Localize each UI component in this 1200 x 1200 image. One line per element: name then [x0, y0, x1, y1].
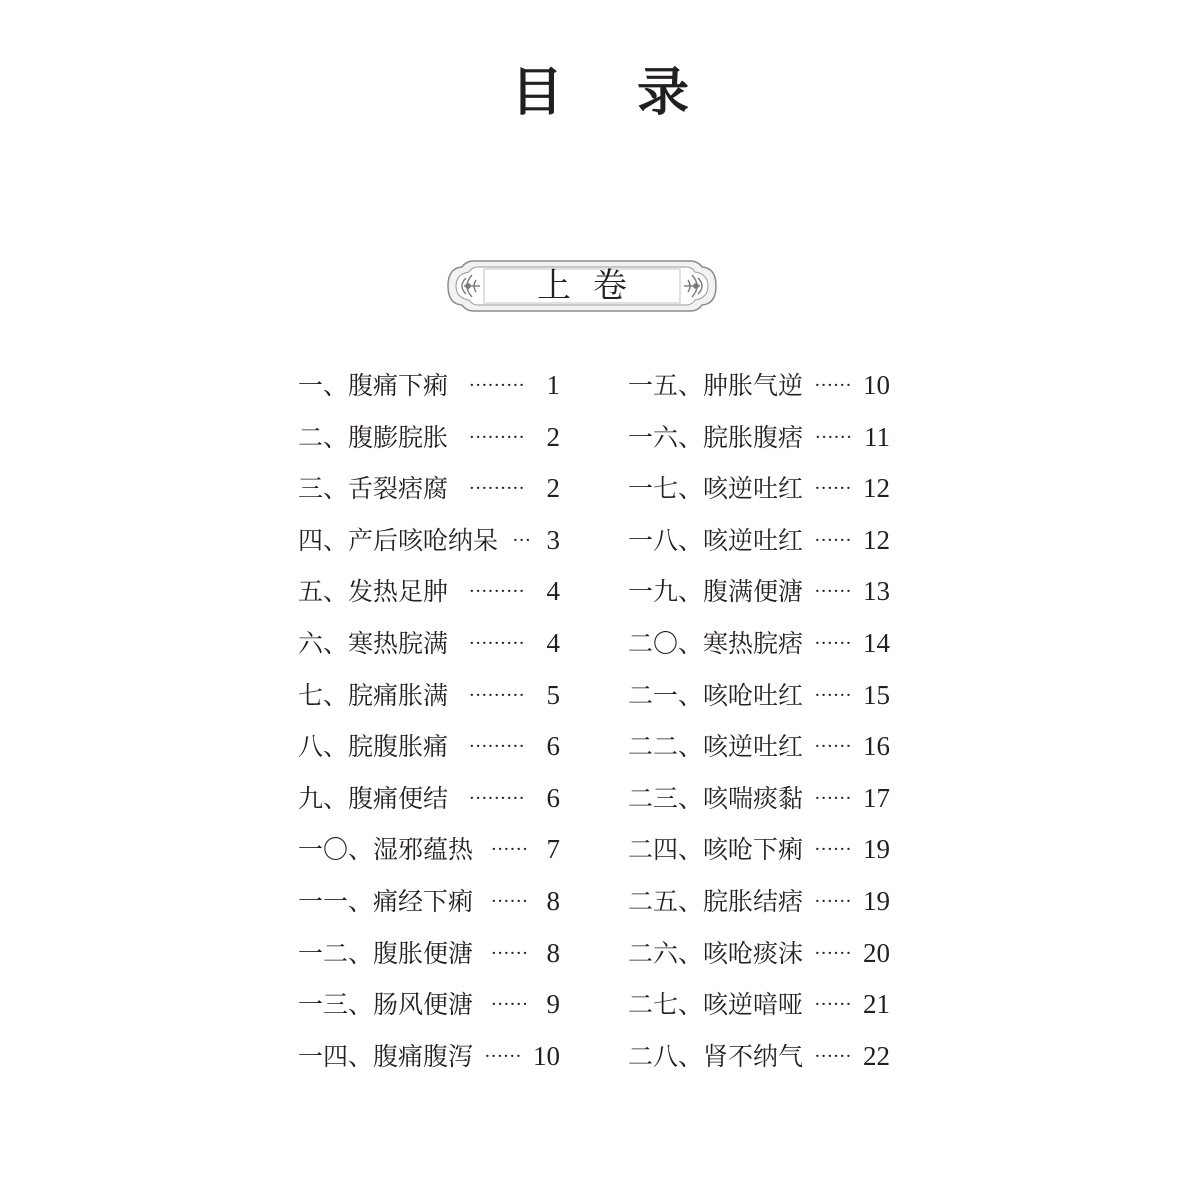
- toc-entry-page-number: 19: [863, 834, 890, 865]
- toc-entry-title: 一一、痛经下痢: [298, 886, 474, 916]
- toc-entry-title: 七、脘痛胀满: [298, 680, 449, 710]
- toc-entry: [298, 618, 560, 670]
- toc-entry-leader: ······: [814, 684, 852, 706]
- toc-entry-page-number: 8: [546, 937, 560, 968]
- toc-entry-leader: ······: [491, 839, 529, 861]
- toc-entry-leader: ······: [491, 890, 529, 912]
- toc-entry-leader: ·········: [469, 632, 525, 654]
- toc-entry: [628, 928, 890, 980]
- toc-entry: [298, 721, 560, 773]
- toc-entry-page-number: 4: [546, 627, 560, 658]
- toc-entry-title: 二七、咳逆喑哑: [628, 990, 804, 1020]
- toc-entry: [628, 824, 890, 876]
- toc-entry-leader: ······: [814, 994, 852, 1016]
- toc-entry: [298, 360, 560, 412]
- toc-entry-title: 二二、咳逆吐红: [628, 732, 804, 762]
- toc-entry-title: 四、产后咳呛纳呆: [298, 525, 499, 555]
- toc-entry-leader: ·········: [469, 684, 525, 706]
- toc-entry-page-number: 10: [863, 370, 890, 400]
- toc-entry-title: 三、舌裂痞腐: [298, 474, 449, 504]
- toc-entry-page-number: 22: [863, 1040, 890, 1071]
- toc-entry: [628, 721, 890, 773]
- toc-entry-title: 一七、咳逆吐红: [628, 474, 804, 504]
- page-title: 目 录: [510, 63, 718, 123]
- toc-entry: [628, 670, 890, 722]
- toc-entry-leader: ······: [814, 839, 852, 861]
- toc-entry-page-number: 2: [546, 421, 560, 452]
- toc-entry-leader: ······: [814, 736, 852, 758]
- toc-entry-page-number: 15: [863, 679, 890, 710]
- toc-entry: [298, 463, 560, 515]
- toc-entry-leader: ······: [814, 478, 852, 500]
- toc-entry: [628, 618, 890, 670]
- volume-banner: [444, 258, 720, 314]
- toc-entry-page-number: 3: [546, 524, 560, 555]
- toc-entry: [628, 412, 890, 464]
- toc-entry-page-number: 17: [863, 782, 890, 813]
- toc-entry: [628, 1031, 890, 1083]
- toc-entry-page-number: 4: [546, 576, 560, 607]
- toc-entry-leader: ·········: [469, 736, 525, 758]
- toc-entry: [298, 773, 560, 825]
- toc-entry-title: 二四、咳呛下痢: [628, 835, 804, 865]
- toc-entry-leader: ······: [484, 1045, 522, 1067]
- toc-entry-leader: ······: [491, 942, 529, 964]
- toc-entry-page-number: 21: [863, 989, 890, 1020]
- toc-entry: [298, 566, 560, 618]
- toc-entry-title: 一〇、湿邪蕴热: [298, 835, 474, 865]
- toc-entry-leader: ·········: [469, 478, 525, 500]
- toc-entry-title: 一八、咳逆吐红: [628, 525, 804, 555]
- toc-entry-title: 一、腹痛下痢: [298, 371, 449, 400]
- toc-entry-title: 一五、肿胀气逆: [628, 371, 804, 400]
- toc-entry: [298, 876, 560, 928]
- toc-entry-leader: ·········: [469, 426, 525, 448]
- toc-entry-page-number: 7: [546, 834, 560, 865]
- toc-entry-title: 一三、肠风便溏: [298, 990, 474, 1020]
- toc-entry: [628, 566, 890, 618]
- toc-entry-page-number: 11: [864, 421, 890, 452]
- toc-entry-leader: ·········: [469, 375, 525, 396]
- toc-entry-leader: ······: [814, 375, 852, 396]
- toc-entry-leader: ······: [814, 890, 852, 912]
- toc-entry-page-number: 13: [863, 576, 890, 607]
- toc-entry: [628, 979, 890, 1031]
- toc-entry: [628, 876, 890, 928]
- toc-entry: [628, 360, 890, 412]
- toc-entry-leader: ······: [814, 1045, 852, 1067]
- toc-entry-leader: ······: [814, 581, 852, 603]
- toc-entry-page-number: 9: [546, 989, 560, 1020]
- toc-entry-page-number: 1: [546, 370, 560, 400]
- toc-entry: [298, 412, 560, 464]
- toc-entry-title: 二、腹膨脘胀: [298, 422, 449, 452]
- toc-entry: [298, 928, 560, 980]
- toc-entry: [628, 773, 890, 825]
- toc-entry-page-number: 20: [863, 937, 890, 968]
- toc-entry-leader: ······: [814, 529, 852, 551]
- toc-entry-page-number: 6: [546, 731, 560, 762]
- toc-entry: [298, 670, 560, 722]
- toc-entry-leader: ······: [814, 787, 852, 809]
- toc-entry-page-number: 19: [863, 885, 890, 916]
- toc-entry-title: 六、寒热脘满: [298, 628, 449, 658]
- toc-entry-page-number: 6: [546, 782, 560, 813]
- toc-entry-page-number: 14: [863, 627, 890, 658]
- toc-entry-page-number: 2: [546, 473, 560, 504]
- toc-entry-title: 二一、咳呛吐红: [628, 680, 804, 710]
- toc-entry-title: 二〇、寒热脘痞: [628, 628, 804, 658]
- toc-entry-title: 八、脘腹胀痛: [298, 732, 449, 762]
- toc-entry-page-number: 8: [546, 885, 560, 916]
- toc-entry-leader: ······: [815, 426, 853, 448]
- toc-entry: [628, 463, 890, 515]
- toc-entry-title: 一二、腹胀便溏: [298, 938, 474, 968]
- toc-entry-page-number: 12: [863, 524, 890, 555]
- toc-entry-title: 一六、脘胀腹痞: [628, 422, 804, 452]
- toc-entry-title: 二三、咳喘痰黏: [628, 783, 804, 813]
- toc-entry-leader: ···: [512, 529, 532, 551]
- toc-entry-leader: ·········: [469, 787, 525, 809]
- toc-entry-leader: ······: [814, 632, 852, 654]
- toc-entry-page-number: 5: [546, 679, 560, 710]
- toc-entry-title: 九、腹痛便结: [298, 783, 449, 813]
- toc-entry-title: 二八、肾不纳气: [628, 1041, 804, 1071]
- toc-entry-title: 二六、咳呛痰沫: [628, 938, 804, 968]
- toc-entry-page-number: 16: [863, 731, 890, 762]
- toc-entry-title: 一九、腹满便溏: [628, 577, 804, 607]
- toc-entry-leader: ······: [814, 942, 852, 964]
- toc-entry: [298, 515, 560, 567]
- toc-entry-title: 二五、脘胀结痞: [628, 886, 804, 916]
- toc-left-column: [298, 360, 560, 1082]
- toc-entry-title: 五、发热足肿: [298, 577, 449, 607]
- toc-entry-leader: ······: [491, 994, 529, 1016]
- toc-entry-leader: ·········: [469, 581, 525, 603]
- toc-entry-title: 一四、腹痛腹泻: [298, 1041, 474, 1071]
- toc-entry: [298, 824, 560, 876]
- toc-entry: [628, 515, 890, 567]
- toc-right-column: [628, 360, 890, 1082]
- volume-label: 上卷: [537, 266, 649, 306]
- toc-entry: [298, 979, 560, 1031]
- toc-entry: [298, 1031, 560, 1083]
- toc-entry-page-number: 12: [863, 473, 890, 504]
- toc-entry-page-number: 10: [533, 1040, 560, 1071]
